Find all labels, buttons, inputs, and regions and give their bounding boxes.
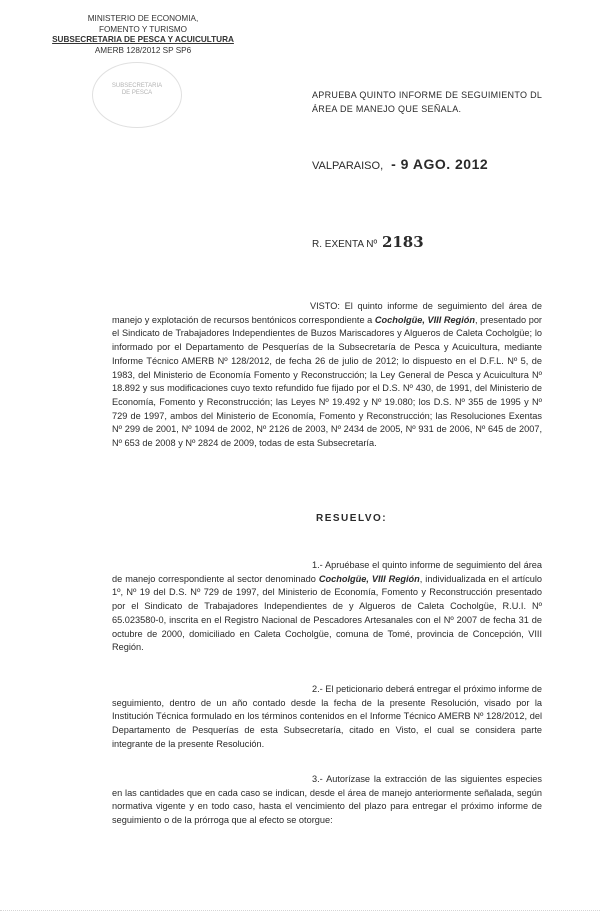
- resolution-label: R. EXENTA Nº: [312, 239, 378, 250]
- resuelvo-heading: RESUELVO:: [316, 513, 388, 524]
- stamp-text-line-2: DE PESCA: [121, 90, 153, 96]
- visto-paragraph: [112, 300, 542, 451]
- resolution-number: 2183: [381, 233, 424, 251]
- resolution-point-3: [112, 773, 542, 828]
- point-1-text-1: 1.- Apruébase el quinto informe de seguimiento del área de manejo correspondiente al sector denominado: [112, 560, 542, 584]
- official-stamp: [92, 62, 182, 128]
- resolution-point-1: [112, 559, 542, 655]
- header-line-fomento: FOMENTO Y TURISMO: [98, 24, 188, 34]
- point-1-text-2: , individualizada en el artículo 1º, Nº 19 del D.S. Nº 729 de 1997, del Ministerio de Economía, Fomento y Reconstrucción presentado por el Sindicato de Trabajadores Independientes de y Algueros de Caleta Cocholgüe, R.U.I. Nº 65.023580-0, inscrita en el Registro Nacional de Pescadores Artesanales con el Nº 2007 de fecha 31 de octubre de 2000, domiciliado en Caleta Cocholgüe, comuna de Tomé, provincia de Concepción, VIII Región.: [112, 573, 543, 653]
- point-2-text: 2.- El peticionario deberá entregar el próximo informe de seguimiento, dentro de un año contado desde la fecha de la presente Resolución, visado por la Institución Técnica formulado en los términos contenidos en el Informe Técnico AMERB Nº 128/2012, del Departamento de Pesquerías de esta Subsecretaría, citado en Visto, el cual se considera parte integrante de la presente Resolución.: [112, 684, 542, 749]
- visto-text-1: El quinto informe de seguimiento del área de manejo y explotación de recursos bentónicos correspondiente a: [112, 301, 542, 325]
- visto-lead: VISTO:: [310, 301, 340, 311]
- point-3-text: 3.- Autorízase la extracción de las siguientes especies en las cantidades que en cada caso se indican, desde el área de manejo anteriormente señalada, según normativa vigente y en todo caso, hasta el vencimiento del plazo para entregar el próximo informe de seguimiento o de la prórroga que al efecto se otorgue:: [112, 774, 542, 826]
- stamp-text-line-1: SUBSECRETARIA: [111, 83, 163, 89]
- header-line-subsecretaria: SUBSECRETARIA DE PESCA Y ACUICULTURA: [52, 35, 234, 44]
- header-line-reference: AMERB 128/2012 SP SP6: [94, 45, 192, 55]
- document-subject: APRUEBA QUINTO INFORME DE SEGUIMIENTO DL ÁREA DE MANEJO QUE SEÑALA.: [312, 90, 542, 114]
- visto-text-2: , presentado por el Sindicato de Trabajadores Independientes de Buzos Mariscadores y Algueros de Caleta Cocholgüe; lo informado por el Departamento de Pesquerías de la Subsecretaría de Pesca y Acuicultura, mediante Informe Técnico AMERB Nº 128/2012, de fecha 26 de julio de 2012; lo dispuesto en el D.F.L. Nº 5, de 1983, del Ministerio de Economía Fomento y Reconstrucción; la Ley General de Pesca y Acuicultura Nº 18.892 y sus modificaciones cuyo texto refundido fue fijado por el D.S. Nº 430, de 1991, del Ministerio de Economía, Fomento y Reconstrucción; las Leyes Nº 19.492 y Nº 19.080; los D.S. Nº 355 de 1995 y Nº 729 de 1997, ambos del Ministerio de Economía, Fomento y Reconstrucción; las Resoluciones Exentas Nº 299 de 2001, Nº 1094 de 2002, Nº 2126 de 2003, Nº 2434 de 2005, Nº 931 de 2006, Nº 645 de 2007, Nº 653 de 2008 y Nº 2824 de 2009, todas de esta Subsecretaría.: [112, 314, 542, 449]
- ministry-header: [48, 14, 238, 56]
- date-place: VALPARAISO,: [312, 160, 384, 172]
- date-stamp: - 9 AGO. 2012: [391, 156, 489, 172]
- date-line: [312, 156, 488, 172]
- stamp-text: [93, 83, 181, 97]
- page-bottom-rule: [0, 910, 600, 912]
- visto-place: Cocholgüe, VIII Región: [374, 314, 475, 325]
- header-line-ministry: MINISTERIO DE ECONOMIA,: [87, 14, 199, 23]
- resolution-number-line: [312, 233, 424, 251]
- point-1-place: Cocholgüe, VIII Región: [318, 573, 420, 584]
- resolution-point-2: [112, 683, 542, 752]
